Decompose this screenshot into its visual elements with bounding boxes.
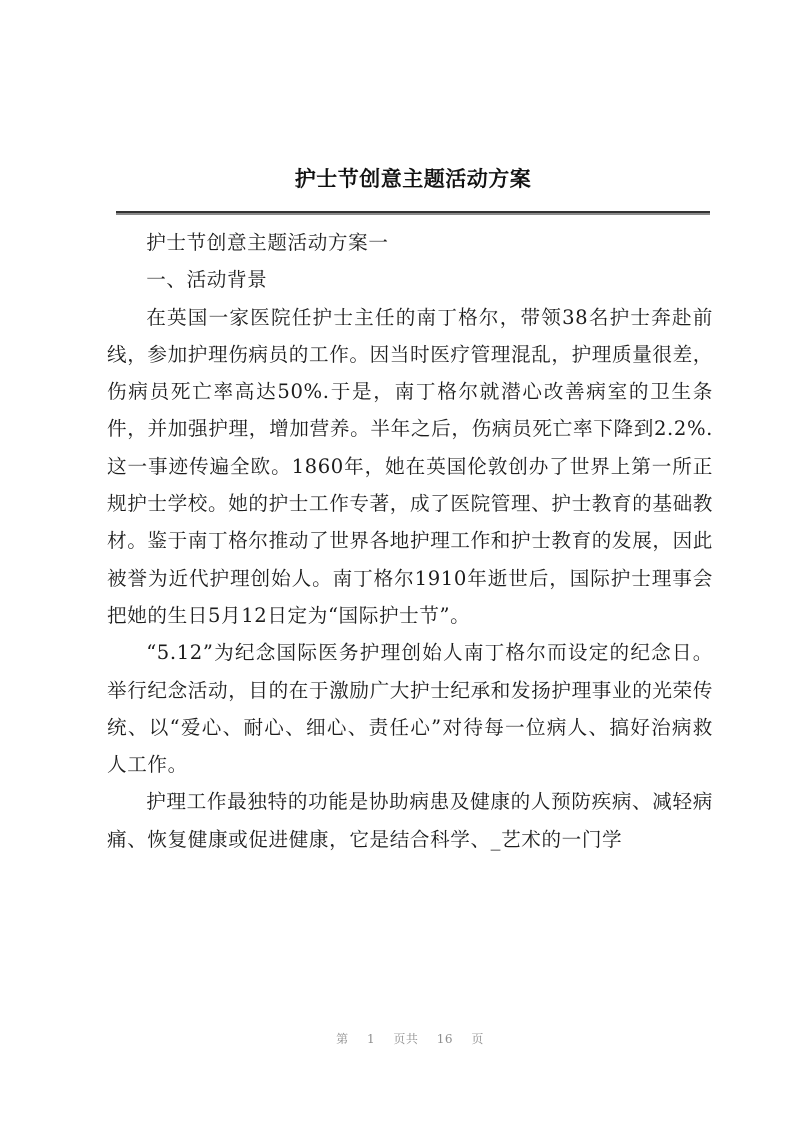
document-title: 护士节创意主题活动方案 (294, 167, 532, 191)
section-heading-plan-one: 护士节创意主题活动方案一 (146, 231, 389, 254)
title-divider (116, 211, 710, 215)
footer-mid: 页共 (393, 1032, 419, 1046)
paragraph-nursing-function: 护理工作最独特的功能是协助病患及健康的人预防疾病、减轻病痛、恢复健康或促进健康，它是结合科学、_艺术的一门学 (107, 790, 713, 851)
page-number-footer (0, 1030, 800, 1047)
section-heading-background: 一、活动背景 (146, 268, 268, 292)
document-body (107, 224, 713, 858)
footer-total-pages: 16 (436, 1032, 454, 1046)
paragraph-nightingale-history: 在英国一家医院任护士主任的南丁格尔，带领38名护士奔赴前线，参加护理伤病员的工作。因当时医疗管理混乱，护理质量很差，伤病员死亡率高达50%.于是，南丁格尔就潜心改善病室的卫生条件，并加强护理，增加营养。半年之后，伤病员死亡率下降到2.2%.这一事迹传遍全欧。1860年，她在英国伦敦创办了世界上第一所正规护士学校。她的护士工作专著，成了医院管理、护士教育的基础教材。鉴于南丁格尔推动了世界各地护理工作和护士教育的发展，因此被誉为近代护理创始人。南丁格尔1910年逝世后，国际护士理事会把她的生日5月12日定为“国际护士节”。 (107, 305, 713, 627)
footer-suffix: 页 (471, 1032, 484, 1046)
footer-prefix: 第 (336, 1032, 349, 1046)
paragraph-512-purpose: “5.12”为纪念国际医务护理创始人南丁格尔而设定的纪念日。举行纪念活动，目的在于激励广大护士纪承和发扬护理事业的光荣传统、以“爱心、耐心、细心、责任心”对待每一位病人、搞好治病救人工作。 (107, 641, 713, 777)
footer-current-page: 1 (366, 1032, 376, 1046)
